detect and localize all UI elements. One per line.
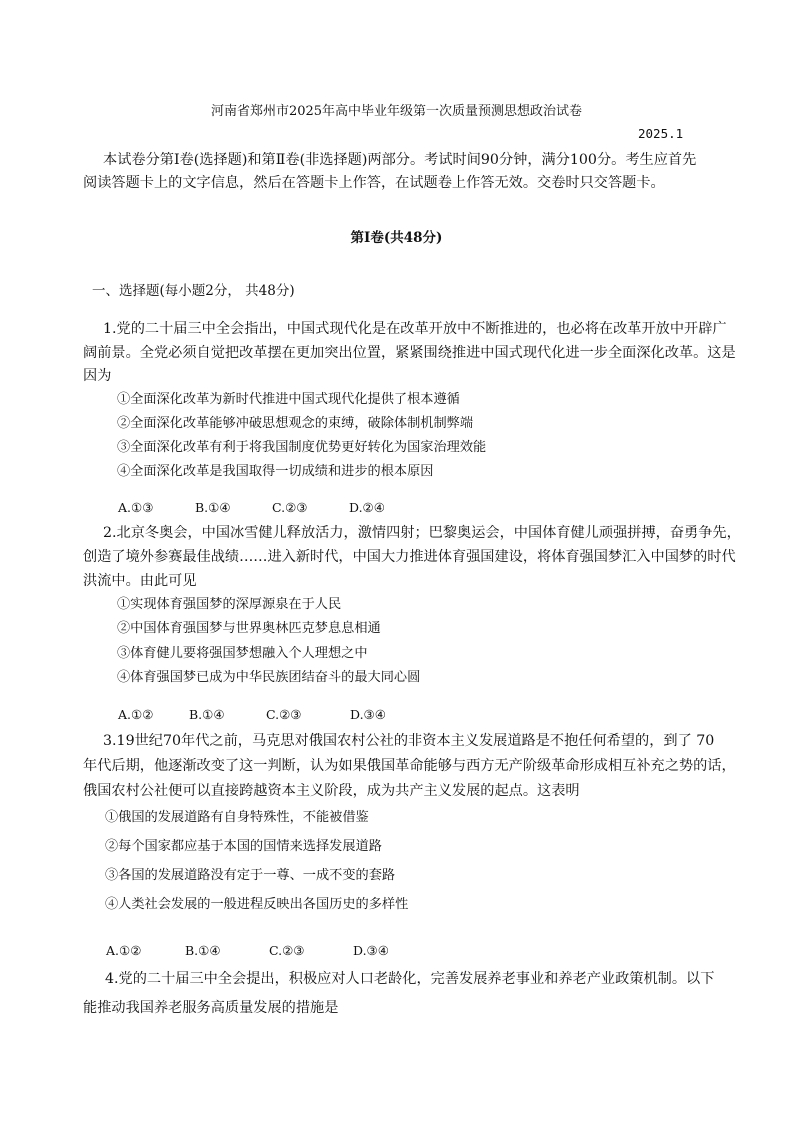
intro-line-2: 阅读答题卡上的文字信息，然后在答题卡上作答，在试题卷上作答无效。交卷时只交答题卡。 xyxy=(83,175,665,191)
intro-line-1: 本试卷分第Ⅰ卷(选择题)和第Ⅱ卷(非选择题)两部分。考试时间90分钟，满分100分。考生应首先 xyxy=(103,152,697,168)
q3-choice-a: A.①② xyxy=(106,943,142,958)
q3-stem-line-1: 3.19世纪70年代之前，马克思对俄国农村公社的非资本主义发展道路是不抱任何希望的，到了 70 xyxy=(103,733,715,749)
q1-stem-line-3: 因为 xyxy=(83,368,112,384)
q3-stem-line-3: 俄国农村公社便可以直接跨越资本主义阶段，成为共产主义发展的起点。这表明 xyxy=(83,783,580,799)
q2-choice-c: C.②③ xyxy=(266,707,302,722)
q3-option-3: ③各国的发展道路没有定于一尊、一成不变的套路 xyxy=(105,868,396,883)
q2-option-1: ①实现体育强国梦的深厚源泉在于人民 xyxy=(117,597,342,612)
q2-choices xyxy=(118,705,386,725)
q2-choice-a: A.①② xyxy=(118,707,154,722)
q1-option-4: ④全面深化改革是我国取得一切成绩和进步的根本原因 xyxy=(117,464,434,479)
exam-date: 2025.1 xyxy=(638,126,684,141)
q3-option-4: ④人类社会发展的一般进程反映出各国历史的多样性 xyxy=(105,897,409,912)
q2-option-3: ③体育健儿要将强国梦想融入个人理想之中 xyxy=(117,646,368,661)
q2-option-4: ④体育强国梦已成为中华民族团结奋斗的最大同心圆 xyxy=(117,670,421,685)
q2-stem-line-1: 2.北京冬奥会，中国冰雪健儿释放活力，激情四射；巴黎奥运会，中国体育健儿顽强拼搏，奋勇争先， xyxy=(103,525,741,541)
q1-choice-c: C.②③ xyxy=(272,500,308,515)
q2-choice-b: B.①④ xyxy=(189,707,225,722)
q4-stem-line-2: 能推动我国养老服务高质量发展的措施是 xyxy=(83,1000,339,1016)
q3-option-1: ①俄国的发展道路有自身特殊性，不能被借鉴 xyxy=(105,810,369,825)
q3-option-2: ②每个国家都应基于本国的国情来选择发展道路 xyxy=(105,839,382,854)
q1-choice-b: B.①④ xyxy=(195,500,231,515)
q3-stem-line-2: 年代后期，他逐渐改变了这一判断，认为如果俄国革命能够与西方无产阶级革命形成相互补充之势的话， xyxy=(83,758,736,774)
q2-choice-d: D.③④ xyxy=(350,707,386,722)
q3-choice-c: C.②③ xyxy=(269,943,305,958)
section-heading: 一、选择题(每小题2分， 共48分) xyxy=(92,283,295,299)
q3-choice-b: B.①④ xyxy=(185,943,221,958)
q1-choice-d: D.②④ xyxy=(349,500,385,515)
q4-stem-line-1: 4.党的二十届三中全会提出，积极应对人口老龄化，完善发展养老事业和养老产业政策机制。以下 xyxy=(105,971,715,987)
q1-choice-a: A.①③ xyxy=(118,500,154,515)
part-1-title: 第Ⅰ卷(共48分) xyxy=(350,230,443,246)
q1-option-2: ②全面深化改革能够冲破思想观念的束缚，破除体制机制弊端 xyxy=(117,416,474,431)
q1-choices xyxy=(118,498,385,518)
q2-option-2: ②中国体育强国梦与世界奥林匹克梦息息相通 xyxy=(117,621,381,636)
q3-choices xyxy=(106,941,389,961)
q1-stem-line-2: 阔前景。全党必须自觉把改革摆在更加突出位置，紧紧围绕推进中国式现代化进一步全面深化改革。这是 xyxy=(83,345,736,361)
q1-option-3: ③全面深化改革有利于将我国制度优势更好转化为国家治理效能 xyxy=(117,440,487,455)
q1-option-1: ①全面深化改革为新时代推进中国式现代化提供了根本遵循 xyxy=(117,392,460,407)
q2-stem-line-2: 创造了境外参赛最佳战绩……进入新时代，中国大力推进体育强国建设，将体育强国梦汇入中国梦的时代 xyxy=(83,549,736,565)
q1-stem-line-1: 1.党的二十届三中全会指出，中国式现代化是在改革开放中不断推进的，也必将在改革开放中开辟广 xyxy=(103,321,727,337)
q3-choice-d: D.③④ xyxy=(353,943,389,958)
q2-stem-line-3: 洪流中。由此可见 xyxy=(83,573,197,589)
exam-title: 河南省郑州市2025年高中毕业年级第一次质量预测思想政治试卷 xyxy=(210,104,583,119)
